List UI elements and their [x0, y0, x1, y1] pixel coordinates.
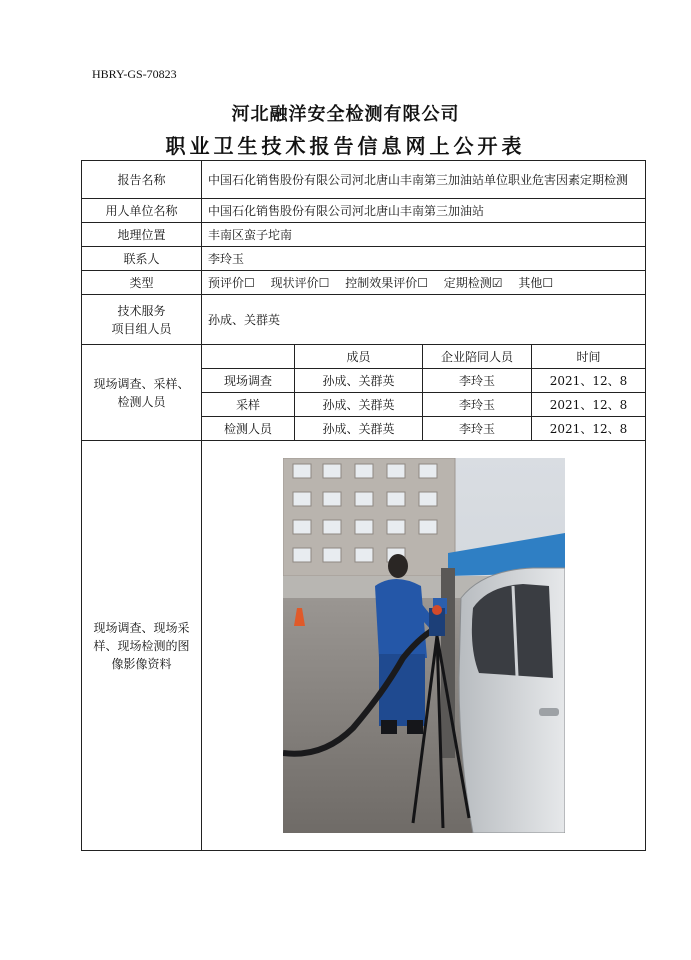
team-label-line1: 技术服务 — [117, 303, 166, 318]
team-label — [82, 295, 202, 345]
site-photo — [283, 458, 565, 833]
team-label-line2: 项目组人员 — [111, 321, 172, 336]
contact-label: 联系人 — [82, 247, 202, 271]
survey-header-members: 成员 — [295, 345, 423, 369]
location-label: 地理位置 — [82, 223, 202, 247]
survey-header-blank — [202, 345, 295, 369]
survey-header-date: 时间 — [532, 345, 646, 369]
table-row — [82, 295, 646, 345]
testing-date: 2021、12、8 — [532, 417, 646, 441]
testing-escort: 李玲玉 — [423, 417, 532, 441]
table-row — [82, 199, 646, 223]
page-title: 职业卫生技术报告信息网上公开表 — [165, 134, 526, 158]
type-label: 类型 — [82, 271, 202, 295]
survey-escort: 李玲玉 — [423, 369, 532, 393]
option-pre-evaluation: 预评价☐ — [208, 275, 255, 290]
survey-label — [82, 345, 202, 441]
sampling-members: 孙成、关群英 — [295, 393, 423, 417]
option-status-evaluation: 现状评价☐ — [270, 275, 330, 290]
table-row — [82, 247, 646, 271]
table-row — [82, 345, 646, 369]
contact-value: 李玲玉 — [202, 247, 646, 271]
report-table — [81, 160, 646, 851]
site-photo-cell — [202, 441, 646, 851]
option-control-evaluation: 控制效果评价☐ — [345, 275, 428, 290]
images-label-line3: 像影像资料 — [111, 656, 172, 671]
sampling-escort: 李玲玉 — [423, 393, 532, 417]
report-name-label: 报告名称 — [82, 161, 202, 199]
report-name-value: 中国石化销售股份有限公司河北唐山丰南第三加油站单位职业危害因素定期检测 — [202, 161, 646, 199]
table-row — [82, 223, 646, 247]
testing-members: 孙成、关群英 — [295, 417, 423, 441]
sampling-date: 2021、12、8 — [532, 393, 646, 417]
survey-label-line1: 现场调查、采样、 — [93, 376, 190, 391]
team-value: 孙成、关群英 — [202, 295, 646, 345]
employer-label: 用人单位名称 — [82, 199, 202, 223]
table-row — [82, 161, 646, 199]
survey-header-escort: 企业陪同人员 — [423, 345, 532, 369]
table-row — [82, 441, 646, 851]
survey-task: 现场调查 — [202, 369, 295, 393]
images-label — [82, 441, 202, 851]
type-options — [202, 271, 646, 295]
option-periodic-testing: 定期检测☑ — [443, 275, 503, 290]
table-row — [82, 271, 646, 295]
employer-value: 中国石化销售股份有限公司河北唐山丰南第三加油站 — [202, 199, 646, 223]
company-name: 河北融洋安全检测有限公司 — [231, 104, 460, 125]
testing-task: 检测人员 — [202, 417, 295, 441]
option-other: 其他☐ — [518, 275, 554, 290]
survey-members: 孙成、关群英 — [295, 369, 423, 393]
images-label-line1: 现场调查、现场采 — [93, 620, 190, 635]
survey-date: 2021、12、8 — [532, 369, 646, 393]
location-value: 丰南区蛮子坨南 — [202, 223, 646, 247]
images-label-line2: 样、现场检测的图 — [93, 638, 190, 653]
document-code: HBRY-GS-70823 — [92, 67, 177, 81]
sampling-task: 采样 — [202, 393, 295, 417]
survey-label-line2: 检测人员 — [117, 394, 166, 409]
